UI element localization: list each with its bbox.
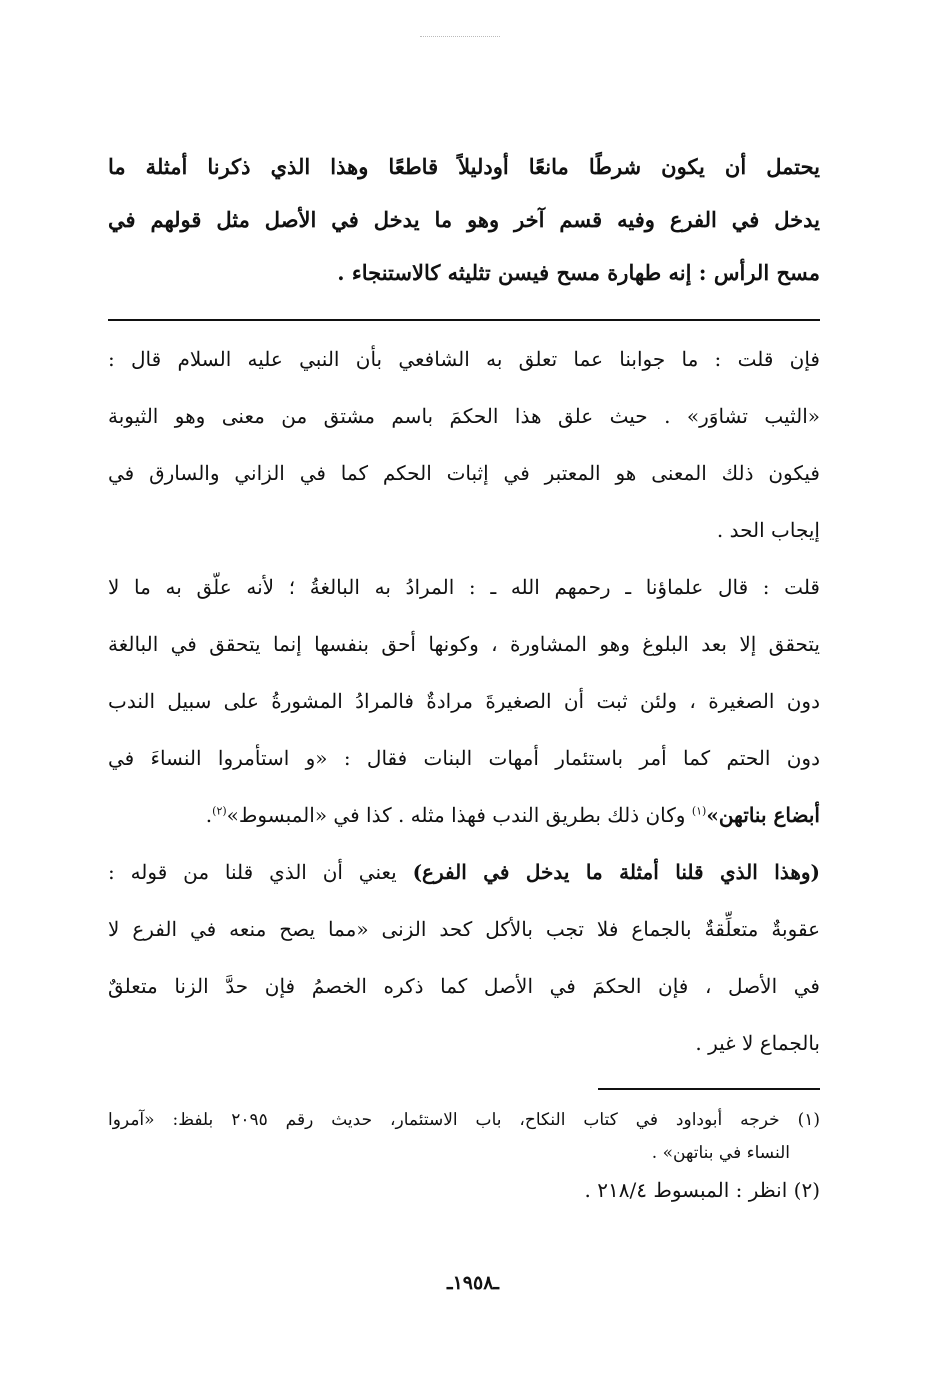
paragraph-explanation — [108, 844, 820, 1072]
paragraph-line: فإن قلت : ما جوابنا عما تعلق به الشافعي بأن النبي عليه السلام قال : — [108, 347, 820, 371]
paragraph-question — [108, 331, 820, 559]
quoted-text-line: يحتمل أن يكون شرطًا مانعًا أودليلاً قاطعًا وهذا الذي ذكرنا أمثلة ما — [108, 154, 820, 179]
bold-phrase: (وهذا الذي قلنا أمثلة ما يدخل في الفرع) — [412, 860, 820, 884]
paragraph-line: إيجاب الحد . — [716, 518, 820, 542]
quoted-text-line: يدخل في الفرع وفيه قسم آخر وهو ما يدخل في الأصل مثل قولهم في — [108, 207, 820, 232]
footnote-1-continued: النساء في بناتهن» . — [651, 1143, 790, 1163]
footnote-ref-2[interactable]: (٢) — [212, 804, 227, 818]
paragraph-line: «الثيب تشاوَر» . حيث علق هذا الحكمَ باسم مشتق من معنى وهو الثيوبة — [108, 404, 820, 428]
paragraph-line: في الأصل ، فإن الحكمَ في الأصل كما ذكره الخصمُ فإن حدَّ الزنا متعلقٌ — [108, 974, 820, 998]
paragraph-text: . — [205, 803, 213, 827]
paragraph-line — [108, 844, 820, 901]
paragraph-line: قلت : قال علماؤنا ـ رحمهم الله ـ : المرادُ به البالغةُ ؛ لأنه علّق به ما لا — [108, 575, 820, 599]
paragraph-line — [108, 787, 820, 844]
quoted-text-block — [108, 140, 820, 299]
paragraph-text: يعني أن الذي قلنا من قوله : — [108, 860, 413, 884]
paragraph-line: دون الحتم كما أمر باستئمار أمهات البنات فقال : «و استأمروا النساءَ في — [108, 746, 820, 770]
footnote-separator — [598, 1088, 820, 1090]
paragraph-line: دون الصغيرة ، ولئن ثبت أن الصغيرةَ مرادةٌ فالمرادُ المشورةُ على سبيل الندب — [108, 689, 820, 713]
page-number: ـ١٩٥٨ـ — [447, 1272, 499, 1294]
paragraph-line: بالجماع لا غير . — [695, 1031, 820, 1055]
paragraph-answer — [108, 559, 820, 844]
document-page — [108, 140, 820, 1210]
footnote-2: (٢) انظر : المبسوط ٢١٨/٤ . — [584, 1178, 820, 1202]
paragraph-line: فيكون ذلك المعنى هو المعتبر في إثبات الحكم كما في الزاني والسارق في — [108, 461, 820, 485]
footnote-ref-1[interactable]: (١) — [691, 804, 707, 818]
paragraph-text: وكان ذلك بطريق الندب فهذا مثله . كذا في «المبسوط» — [226, 803, 692, 827]
commentary-block — [108, 331, 820, 1072]
header-dots — [420, 36, 500, 37]
paragraph-line: يتحقق إلا بعد البلوغ وهو المشاورة ، وكونها أحق بنفسها إنما يتحقق في البالغة — [108, 632, 820, 656]
paragraph-line: عقوبةٌ متعلِّقةٌ بالجماع فلا تجب بالأكل كحد الزنى «مما يصح منعه في الفرع لا — [108, 917, 820, 941]
separator-rule — [108, 319, 820, 321]
footnote-1: (١) خرجه أبوداود في كتاب النكاح، باب الاستئمار، حديث رقم ٢٠٩٥ بلفظ: «آمروا — [108, 1110, 820, 1130]
footnotes — [108, 1104, 820, 1210]
bold-phrase: أبضاع بناتهن» — [706, 803, 820, 827]
quoted-text-line: مسح الرأس : إنه طهارة مسح فيسن تثليثه كالاستنجاء . — [337, 260, 820, 285]
